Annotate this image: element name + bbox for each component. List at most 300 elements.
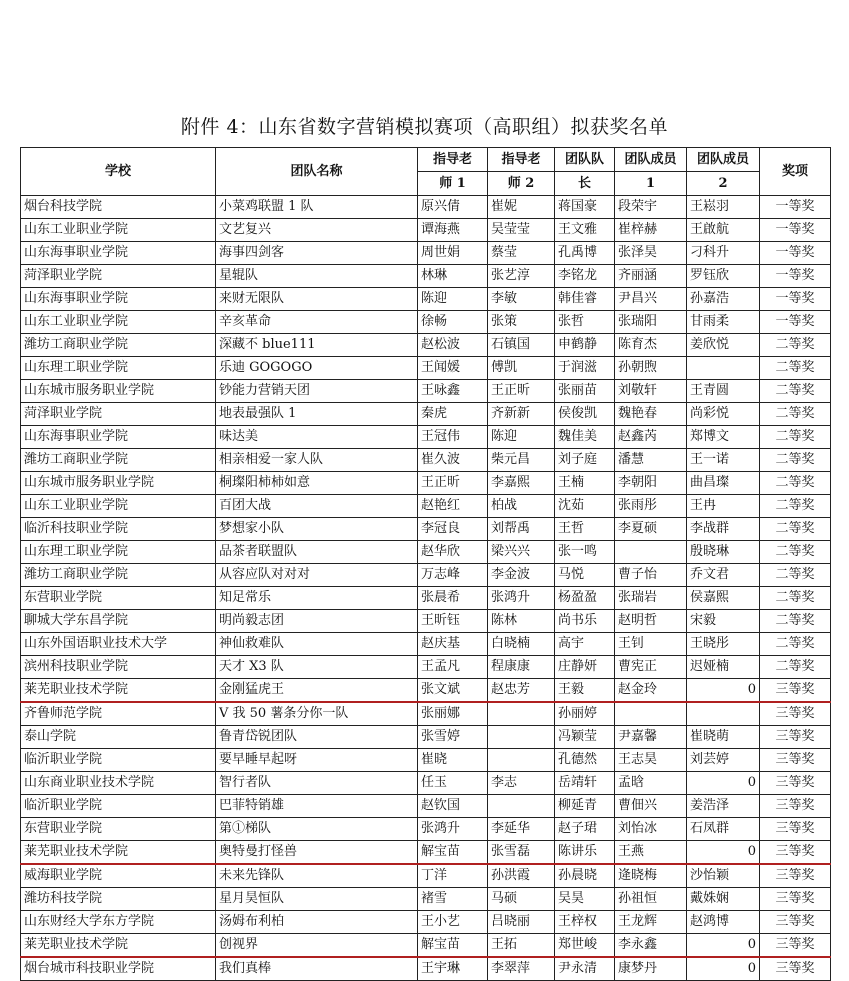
cell-team: 神仙救难队 (216, 633, 418, 656)
cell-advisor1: 赵钦国 (418, 795, 488, 818)
cell-member1: 赵金玲 (615, 679, 687, 703)
cell-leader: 尹永清 (555, 957, 615, 981)
cell-school: 山东工业职业学院 (21, 311, 216, 334)
cell-team: 未来先锋队 (216, 864, 418, 888)
cell-award: 三等奖 (760, 864, 831, 888)
cell-member2: 侯嘉熙 (687, 587, 760, 610)
table-row (21, 380, 831, 403)
cell-school: 莱芜职业技术学院 (21, 679, 216, 703)
cell-member1: 张瑞岩 (615, 587, 687, 610)
document-title: 附件 4：山东省数字营销模拟赛项（高职组）拟获奖名单 (180, 116, 669, 138)
table-row (21, 242, 831, 265)
cell-advisor1: 张文斌 (418, 679, 488, 703)
cell-advisor2: 吴莹莹 (488, 219, 555, 242)
cell-school: 山东外国语职业技术大学 (21, 633, 216, 656)
cell-award: 二等奖 (760, 518, 831, 541)
cell-school: 潍坊科技学院 (21, 888, 216, 911)
table-row (21, 311, 831, 334)
cell-member2: 王冉 (687, 495, 760, 518)
cell-leader: 孔禹博 (555, 242, 615, 265)
cell-member1 (615, 541, 687, 564)
cell-advisor2: 李志 (488, 772, 555, 795)
cell-advisor2: 李翠萍 (488, 957, 555, 981)
cell-award: 二等奖 (760, 495, 831, 518)
cell-school: 菏泽职业学院 (21, 265, 216, 288)
cell-advisor2: 李延华 (488, 818, 555, 841)
cell-school: 山东海事职业学院 (21, 288, 216, 311)
cell-advisor1: 万志峰 (418, 564, 488, 587)
cell-advisor2: 王拓 (488, 934, 555, 958)
table-row (21, 219, 831, 242)
table-row (21, 679, 831, 703)
cell-advisor2: 崔妮 (488, 196, 555, 219)
cell-leader: 孙晨晓 (555, 864, 615, 888)
cell-school: 聊城大学东昌学院 (21, 610, 216, 633)
cell-team: 要早睡早起呀 (216, 749, 418, 772)
cell-member1: 崔梓赫 (615, 219, 687, 242)
cell-school: 山东商业职业技术学院 (21, 772, 216, 795)
cell-member2: 罗钰欣 (687, 265, 760, 288)
table-row (21, 564, 831, 587)
cell-advisor2: 刘帮禹 (488, 518, 555, 541)
cell-member2 (687, 702, 760, 726)
cell-member2: 戴姝娴 (687, 888, 760, 911)
cell-member2: 沙怡颖 (687, 864, 760, 888)
cell-leader: 王梓权 (555, 911, 615, 934)
cell-school: 东营职业学院 (21, 818, 216, 841)
cell-team: 汤姆布利柏 (216, 911, 418, 934)
cell-award: 二等奖 (760, 426, 831, 449)
cell-member2 (687, 357, 760, 380)
cell-leader: 申鹤静 (555, 334, 615, 357)
cell-member1 (615, 702, 687, 726)
cell-advisor1: 褚雪 (418, 888, 488, 911)
cell-advisor2 (488, 702, 555, 726)
table-row (21, 772, 831, 795)
cell-award: 三等奖 (760, 702, 831, 726)
cell-school: 山东理工职业学院 (21, 357, 216, 380)
cell-leader: 张哲 (555, 311, 615, 334)
cell-award: 一等奖 (760, 242, 831, 265)
cell-leader: 王毅 (555, 679, 615, 703)
cell-school: 烟台城市科技职业学院 (21, 957, 216, 981)
cell-member1: 赵明哲 (615, 610, 687, 633)
cell-member1: 刘敬轩 (615, 380, 687, 403)
cell-member2: 郑博文 (687, 426, 760, 449)
cell-leader: 王楠 (555, 472, 615, 495)
cell-leader: 沈茹 (555, 495, 615, 518)
cell-school: 山东工业职业学院 (21, 219, 216, 242)
table-row (21, 426, 831, 449)
cell-advisor2 (488, 726, 555, 749)
cell-award: 二等奖 (760, 656, 831, 679)
cell-member1: 李永鑫 (615, 934, 687, 958)
cell-school: 潍坊工商职业学院 (21, 334, 216, 357)
cell-team: 巴菲特销雄 (216, 795, 418, 818)
cell-team: 相亲相爱一家人队 (216, 449, 418, 472)
cell-member2: 刘芸婷 (687, 749, 760, 772)
cell-advisor1: 丁洋 (418, 864, 488, 888)
cell-school: 山东工业职业学院 (21, 495, 216, 518)
cell-team: 海事四剑客 (216, 242, 418, 265)
cell-member1: 王燕 (615, 841, 687, 865)
cell-school: 山东财经大学东方学院 (21, 911, 216, 934)
cell-team: 百团大战 (216, 495, 418, 518)
cell-award: 三等奖 (760, 934, 831, 958)
table-row (21, 726, 831, 749)
table-row (21, 633, 831, 656)
cell-award: 二等奖 (760, 334, 831, 357)
table-row (21, 403, 831, 426)
cell-award: 一等奖 (760, 196, 831, 219)
header-advisor1: 指导老 (418, 148, 488, 172)
cell-leader: 尚书乐 (555, 610, 615, 633)
cell-leader: 柳延青 (555, 795, 615, 818)
cell-award: 一等奖 (760, 219, 831, 242)
cell-advisor2: 白晓楠 (488, 633, 555, 656)
table-row (21, 288, 831, 311)
cell-advisor1: 周世娟 (418, 242, 488, 265)
cell-leader: 刘子庭 (555, 449, 615, 472)
cell-advisor1: 崔久波 (418, 449, 488, 472)
cell-advisor2: 柴元昌 (488, 449, 555, 472)
cell-school: 临沂职业学院 (21, 749, 216, 772)
table-row (21, 818, 831, 841)
cell-team: 乐迪 GOGOGO (216, 357, 418, 380)
header-member2-sub: 2 (687, 172, 760, 196)
cell-leader: 侯俊凯 (555, 403, 615, 426)
cell-school: 临沂科技职业学院 (21, 518, 216, 541)
header-member2: 团队成员 (687, 148, 760, 172)
table-row (21, 888, 831, 911)
cell-leader: 张丽苗 (555, 380, 615, 403)
cell-member1: 尹昌兴 (615, 288, 687, 311)
cell-award: 三等奖 (760, 818, 831, 841)
cell-award: 三等奖 (760, 726, 831, 749)
cell-leader: 王哲 (555, 518, 615, 541)
cell-member2: 尚彩悦 (687, 403, 760, 426)
cell-advisor1: 王昕钰 (418, 610, 488, 633)
cell-advisor1: 任玉 (418, 772, 488, 795)
cell-advisor2: 齐新新 (488, 403, 555, 426)
cell-member1: 李夏硕 (615, 518, 687, 541)
table-row (21, 587, 831, 610)
cell-team: 明尚毅志团 (216, 610, 418, 633)
cell-award: 三等奖 (760, 888, 831, 911)
cell-member1: 刘怡冰 (615, 818, 687, 841)
cell-school: 菏泽职业学院 (21, 403, 216, 426)
cell-advisor2 (488, 749, 555, 772)
cell-leader: 冯颖莹 (555, 726, 615, 749)
cell-team: 智行者队 (216, 772, 418, 795)
header-advisor2: 指导老 (488, 148, 555, 172)
cell-team: 天才 X3 队 (216, 656, 418, 679)
cell-member1: 李朝阳 (615, 472, 687, 495)
cell-advisor2: 陈迎 (488, 426, 555, 449)
cell-member2: 崔晓萌 (687, 726, 760, 749)
cell-school: 滨州科技职业学院 (21, 656, 216, 679)
cell-advisor2: 张艺淳 (488, 265, 555, 288)
cell-award: 一等奖 (760, 265, 831, 288)
cell-member1: 康梦丹 (615, 957, 687, 981)
header-leader-sub: 长 (555, 172, 615, 196)
cell-award: 三等奖 (760, 795, 831, 818)
cell-member1: 孙祖恒 (615, 888, 687, 911)
cell-member2: 王晓彤 (687, 633, 760, 656)
cell-advisor1: 赵艳红 (418, 495, 488, 518)
cell-award: 二等奖 (760, 541, 831, 564)
cell-member1: 齐丽涵 (615, 265, 687, 288)
cell-member2: 0 (687, 841, 760, 865)
cell-leader: 魏佳美 (555, 426, 615, 449)
cell-school: 山东海事职业学院 (21, 426, 216, 449)
cell-advisor1: 李冠良 (418, 518, 488, 541)
cell-team: 从容应队对对对 (216, 564, 418, 587)
cell-member2: 0 (687, 934, 760, 958)
cell-advisor1: 赵华欣 (418, 541, 488, 564)
cell-member1: 孙朝煦 (615, 357, 687, 380)
cell-member1: 尹嘉馨 (615, 726, 687, 749)
table-row (21, 334, 831, 357)
cell-leader: 陈讲乐 (555, 841, 615, 865)
cell-advisor2: 蔡莹 (488, 242, 555, 265)
cell-award: 二等奖 (760, 610, 831, 633)
cell-advisor1: 王小艺 (418, 911, 488, 934)
cell-advisor2 (488, 795, 555, 818)
cell-team: 鲁青岱锐团队 (216, 726, 418, 749)
table-row (21, 749, 831, 772)
header-member1-sub: 1 (615, 172, 687, 196)
cell-team: 创视界 (216, 934, 418, 958)
cell-advisor1: 张晨希 (418, 587, 488, 610)
cell-advisor1: 徐畅 (418, 311, 488, 334)
header-member1: 团队成员 (615, 148, 687, 172)
cell-member1: 陈育杰 (615, 334, 687, 357)
table-row (21, 702, 831, 726)
table-row (21, 196, 831, 219)
cell-advisor2: 王正昕 (488, 380, 555, 403)
cell-advisor2: 赵忠芳 (488, 679, 555, 703)
cell-advisor2: 李金波 (488, 564, 555, 587)
cell-school: 临沂职业学院 (21, 795, 216, 818)
cell-team: 第①梯队 (216, 818, 418, 841)
cell-advisor1: 陈迎 (418, 288, 488, 311)
cell-leader: 王文雅 (555, 219, 615, 242)
cell-team: 星辊队 (216, 265, 418, 288)
cell-school: 潍坊工商职业学院 (21, 564, 216, 587)
cell-school: 山东海事职业学院 (21, 242, 216, 265)
cell-advisor1: 张鸿升 (418, 818, 488, 841)
cell-team: 品茶者联盟队 (216, 541, 418, 564)
cell-team: 梦想家小队 (216, 518, 418, 541)
cell-school: 烟台科技学院 (21, 196, 216, 219)
cell-member2: 甘雨柔 (687, 311, 760, 334)
table-row (21, 472, 831, 495)
cell-leader: 李铭龙 (555, 265, 615, 288)
cell-member1: 潘慧 (615, 449, 687, 472)
table-row (21, 841, 831, 865)
cell-team: 钞能力营销天团 (216, 380, 418, 403)
cell-award: 二等奖 (760, 587, 831, 610)
cell-advisor2: 李敏 (488, 288, 555, 311)
cell-team: 味达美 (216, 426, 418, 449)
cell-leader: 岳靖轩 (555, 772, 615, 795)
table-row (21, 934, 831, 958)
cell-leader: 高宇 (555, 633, 615, 656)
cell-member1: 曹宪正 (615, 656, 687, 679)
cell-leader: 马悦 (555, 564, 615, 587)
cell-member2: 王啟航 (687, 219, 760, 242)
cell-leader: 庄静妍 (555, 656, 615, 679)
table-body (21, 196, 831, 981)
cell-award: 二等奖 (760, 472, 831, 495)
table-row (21, 957, 831, 981)
cell-advisor2: 柏战 (488, 495, 555, 518)
table-row (21, 265, 831, 288)
cell-advisor1: 王宇琳 (418, 957, 488, 981)
cell-advisor2: 张策 (488, 311, 555, 334)
cell-advisor2: 傅凯 (488, 357, 555, 380)
cell-award: 二等奖 (760, 449, 831, 472)
cell-member1: 孟晗 (615, 772, 687, 795)
cell-team: 地表最强队 1 (216, 403, 418, 426)
cell-member1: 段荣宇 (615, 196, 687, 219)
cell-advisor2: 程康康 (488, 656, 555, 679)
cell-school: 莱芜职业技术学院 (21, 934, 216, 958)
cell-award: 一等奖 (760, 288, 831, 311)
table-row (21, 518, 831, 541)
cell-member2: 李战群 (687, 518, 760, 541)
cell-school: 威海职业学院 (21, 864, 216, 888)
header-school: 学校 (21, 148, 216, 196)
cell-advisor1: 赵松波 (418, 334, 488, 357)
cell-member1: 曹子怡 (615, 564, 687, 587)
cell-award: 二等奖 (760, 357, 831, 380)
cell-advisor1: 解宝苗 (418, 934, 488, 958)
table-row (21, 449, 831, 472)
cell-advisor1: 崔晓 (418, 749, 488, 772)
cell-leader: 韩佳睿 (555, 288, 615, 311)
cell-advisor1: 王正昕 (418, 472, 488, 495)
cell-member2: 0 (687, 679, 760, 703)
cell-member1: 张瑞阳 (615, 311, 687, 334)
cell-team: 小菜鸡联盟 1 队 (216, 196, 418, 219)
cell-leader: 吴昊 (555, 888, 615, 911)
cell-advisor1: 解宝苗 (418, 841, 488, 865)
cell-member2: 0 (687, 957, 760, 981)
cell-award: 一等奖 (760, 311, 831, 334)
cell-leader: 蒋国豪 (555, 196, 615, 219)
cell-member1: 张泽昊 (615, 242, 687, 265)
cell-member2: 0 (687, 772, 760, 795)
table-row (21, 357, 831, 380)
cell-advisor2: 马硕 (488, 888, 555, 911)
header-award: 奖项 (760, 148, 831, 196)
cell-award: 二等奖 (760, 380, 831, 403)
cell-team: 桐璨阳柿柿如意 (216, 472, 418, 495)
cell-school: 东营职业学院 (21, 587, 216, 610)
cell-award: 二等奖 (760, 564, 831, 587)
table-row (21, 495, 831, 518)
cell-school: 山东城市服务职业学院 (21, 472, 216, 495)
cell-advisor1: 王孟凡 (418, 656, 488, 679)
cell-advisor2: 孙洪霞 (488, 864, 555, 888)
cell-team: 深藏不 blue111 (216, 334, 418, 357)
cell-award: 三等奖 (760, 911, 831, 934)
cell-member2: 姜欣悦 (687, 334, 760, 357)
cell-leader: 赵子珺 (555, 818, 615, 841)
cell-award: 三等奖 (760, 772, 831, 795)
cell-member2: 曲昌璨 (687, 472, 760, 495)
cell-advisor1: 赵庆基 (418, 633, 488, 656)
cell-award: 三等奖 (760, 957, 831, 981)
cell-advisor1: 王闻媛 (418, 357, 488, 380)
cell-member1: 张雨彤 (615, 495, 687, 518)
cell-leader: 张一鸣 (555, 541, 615, 564)
cell-member2: 王青圆 (687, 380, 760, 403)
cell-leader: 孙丽婷 (555, 702, 615, 726)
cell-school: 齐鲁师范学院 (21, 702, 216, 726)
cell-advisor2: 张雪磊 (488, 841, 555, 865)
cell-advisor1: 秦虎 (418, 403, 488, 426)
cell-school: 泰山学院 (21, 726, 216, 749)
cell-team: 星月昊恒队 (216, 888, 418, 911)
cell-leader: 郑世峻 (555, 934, 615, 958)
header-team: 团队名称 (216, 148, 418, 196)
cell-advisor1: 林琳 (418, 265, 488, 288)
cell-team: V 我 50 薯条分你一队 (216, 702, 418, 726)
cell-member2: 王一诺 (687, 449, 760, 472)
cell-member1: 王钊 (615, 633, 687, 656)
cell-advisor1: 王咏鑫 (418, 380, 488, 403)
header-advisor1-sub: 师 1 (418, 172, 488, 196)
cell-team: 金刚猛虎王 (216, 679, 418, 703)
table-row (21, 610, 831, 633)
cell-award: 三等奖 (760, 841, 831, 865)
cell-member2: 迟娅楠 (687, 656, 760, 679)
cell-member1: 逄晓梅 (615, 864, 687, 888)
cell-member2: 王崧羽 (687, 196, 760, 219)
cell-award: 三等奖 (760, 749, 831, 772)
cell-member2: 姜浩泽 (687, 795, 760, 818)
cell-advisor2: 石镇国 (488, 334, 555, 357)
cell-award: 二等奖 (760, 403, 831, 426)
cell-advisor2: 吕晓丽 (488, 911, 555, 934)
cell-advisor2: 李嘉熙 (488, 472, 555, 495)
header-leader: 团队队 (555, 148, 615, 172)
cell-member2: 宋毅 (687, 610, 760, 633)
table-row (21, 795, 831, 818)
cell-advisor1: 张雪婷 (418, 726, 488, 749)
cell-leader: 孔德然 (555, 749, 615, 772)
cell-member2: 刁科升 (687, 242, 760, 265)
cell-team: 辛亥革命 (216, 311, 418, 334)
cell-advisor1: 王冠伟 (418, 426, 488, 449)
cell-award: 三等奖 (760, 679, 831, 703)
cell-member1: 魏艳春 (615, 403, 687, 426)
cell-leader: 杨盈盈 (555, 587, 615, 610)
cell-member2: 赵鸿博 (687, 911, 760, 934)
cell-member1: 赵鑫芮 (615, 426, 687, 449)
cell-leader: 于润滋 (555, 357, 615, 380)
cell-member1: 王龙辉 (615, 911, 687, 934)
cell-advisor2: 陈林 (488, 610, 555, 633)
cell-advisor1: 张丽娜 (418, 702, 488, 726)
cell-school: 山东城市服务职业学院 (21, 380, 216, 403)
cell-team: 我们真棒 (216, 957, 418, 981)
cell-team: 文艺复兴 (216, 219, 418, 242)
table-row (21, 656, 831, 679)
